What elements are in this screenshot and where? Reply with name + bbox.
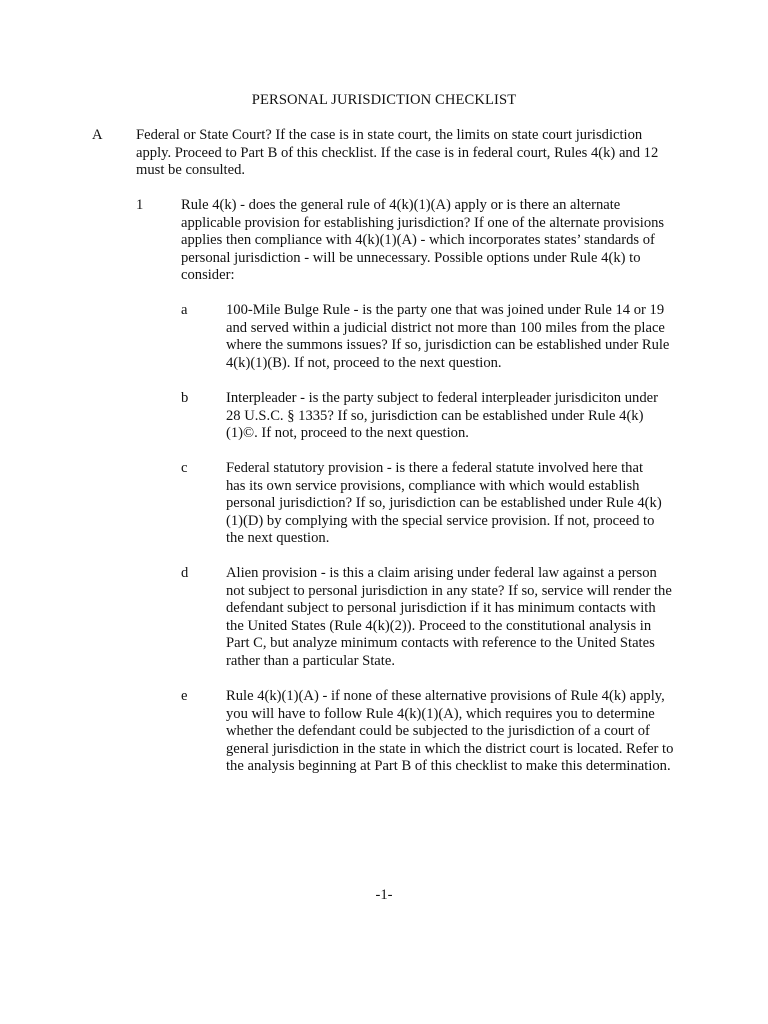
page-number: -1- [375,887,393,903]
subitem-c-text: Federal statutory provision - is there a federal statute involved here that has its own service provisions, compliance with which would establish personal jurisdiction? If so, jurisdiction can be established under Rule 4(k)(1)(D) by complying with the special service provision. If not, proceed to the next question. [226,460,662,546]
subitem-e-text: Rule 4(k)(1)(A) - if none of these alternative provisions of Rule 4(k) apply, you will have to follow Rule 4(k)(1)(A), which requires you to determine whether the defendant could be subjected to the jurisdiction of a court of general jurisdiction in the state in which the district court is located. Refer to the analysis beginning at Part B of this checklist to make this determination. [226,688,674,774]
subitem-b-text: Interpleader - is the party subject to federal interpleader jurisdiciton under 28 U.S.C. § 1335? If so, jurisdiction can be established under Rule 4(k)(1)©. If not, proceed to the next question. [226,390,658,441]
subitem-a-marker: a [181,302,188,318]
subitem-e-marker: e [181,688,188,704]
subitem-d-marker: d [181,565,189,581]
document-title: PERSONAL JURISDICTION CHECKLIST [251,92,517,108]
subitem-c-marker: c [181,460,188,476]
subitem-d-text: Alien provision - is this a claim arising under federal law against a person not subject to personal jurisdiction in any state? If so, service will render the defendant subject to personal jurisdiction if it has minimum contacts with the United States (Rule 4(k)(2)). Proceed to the constitutional analysis in Part C, but analyze minimum contacts with reference to the United States rather than a particular State. [226,565,672,669]
section-a-marker: A [92,127,103,143]
subitem-a-text: 100-Mile Bulge Rule - is the party one that was joined under Rule 14 or 19 and served within a judicial district not more than 100 miles from the place where the summons issues? If so, jurisdiction can be established under Rule 4(k)(1)(B). If not, proceed to the next question. [226,302,670,371]
item-1-marker: 1 [136,197,144,213]
item-1-text: Rule 4(k) - does the general rule of 4(k)(1)(A) apply or is there an alternate applicable provision for establishing jurisdiction? If one of the alternate provisions applies then compliance with 4(k)(1)(A) - which incorporates states’ standards of personal jurisdiction - will be unnecessary. Possible options under Rule 4(k) to consider: [181,197,665,283]
section-a-text: Federal or State Court? If the case is in state court, the limits on state court jurisdiction apply. Proceed to Part B of this checklist. If the case is in federal court, Rules 4(k) and 12 must be consulted. [136,127,659,178]
subitem-b-marker: b [181,390,189,406]
